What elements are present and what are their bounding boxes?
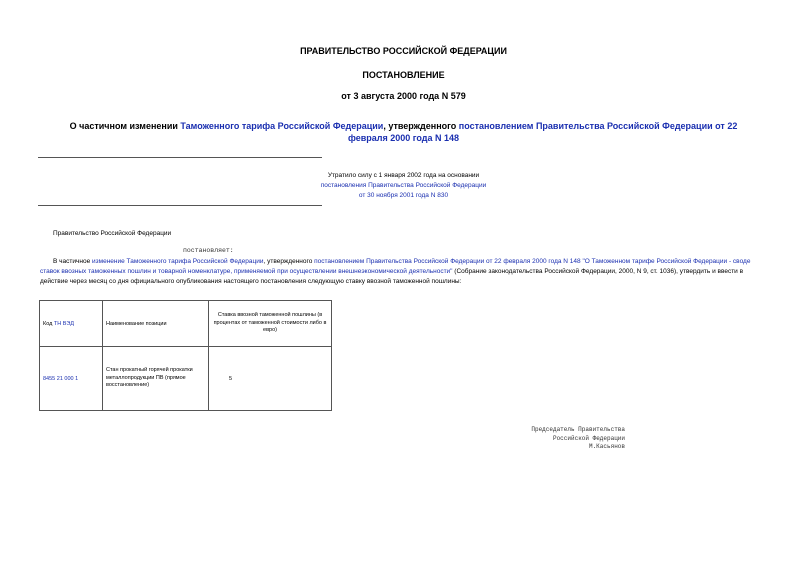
repeal-resolution-link[interactable]: постановления Правительства Российской Федерации [320,182,487,189]
main-text-2: , утвержденного [263,258,315,265]
code-link[interactable]: 8455 21 000 1 [43,375,79,382]
cell-code [40,347,103,411]
header-name: Наименование позиции [103,301,209,347]
status-note [300,171,507,201]
resolution-148-link[interactable]: постановлением Правительства Российской Федерации от 22 февраля 2000 года N 148 [347,121,738,143]
signature-block [440,426,625,452]
header-code [40,301,103,347]
divider-top [38,157,322,158]
government-name: Правительство Российской Федерации [53,230,172,237]
status-line: Утратило силу с 1 января 2002 года на основании [327,172,480,179]
resolves-word: постановляет: [183,247,234,254]
document-type: ПОСТАНОВЛЕНИЕ [362,70,445,80]
divider-bottom [38,205,322,206]
government-title: ПРАВИТЕЛЬСТВО РОССИЙСКОЙ ФЕДЕРАЦИИ [300,46,507,56]
main-text-3: (Собрание законодательства Российской Федерации, 2000, N 9, ст. 1036), утвердить и ввести в действие через месяц со дня официального опубликования настоящего постановления следующую ставку ввозной таможенной пошлины: [40,268,744,285]
tariff-change-link[interactable]: изменение Таможенного тарифа Российской Федерации [92,258,264,265]
customs-rate-table [39,300,332,411]
repeal-resolution-date-link[interactable]: от 30 ноября 2001 года N 830 [358,192,449,199]
cell-rate: 5 [209,347,332,411]
header-code-prefix: Код [43,320,54,327]
customs-tariff-link[interactable]: Таможенного тарифа Российской Федерации [180,121,384,131]
header-rate: Ставка ввозной таможенной пошлины (в процентах от таможенной стоимости либо в евро) [209,301,332,347]
table-row [40,347,332,411]
signature-org: Российской Федерации [552,434,625,442]
resolution-148-full-link[interactable]: постановлением Правительства Российской Федерации от 22 февраля 2000 года N 148 "О Таможенном тарифе Российской Федерации - своде ставок ввозных таможенных пошлин и товарной номенклатуре, применяемой при осуществлении внешнеэкономической деятельности" [40,258,751,275]
document-date-number: от 3 августа 2000 года N 579 [341,91,466,101]
signature-name: М.Касьянов [588,443,625,450]
table-header-row [40,301,332,347]
cell-name: Стан прокатный горячей прокатки металлопродукции ПВ (прямое восстановление) [103,347,209,411]
subject-text-2: , утвержденного [383,121,459,131]
tn-ved-link[interactable]: ТН ВЭД [53,320,74,327]
main-paragraph [40,257,770,287]
subject-text-1: О частичном изменении [69,121,181,131]
document-subject [60,120,747,144]
signature-title: Председатель Правительства [531,426,625,433]
main-text-1: В частичное [53,258,93,265]
